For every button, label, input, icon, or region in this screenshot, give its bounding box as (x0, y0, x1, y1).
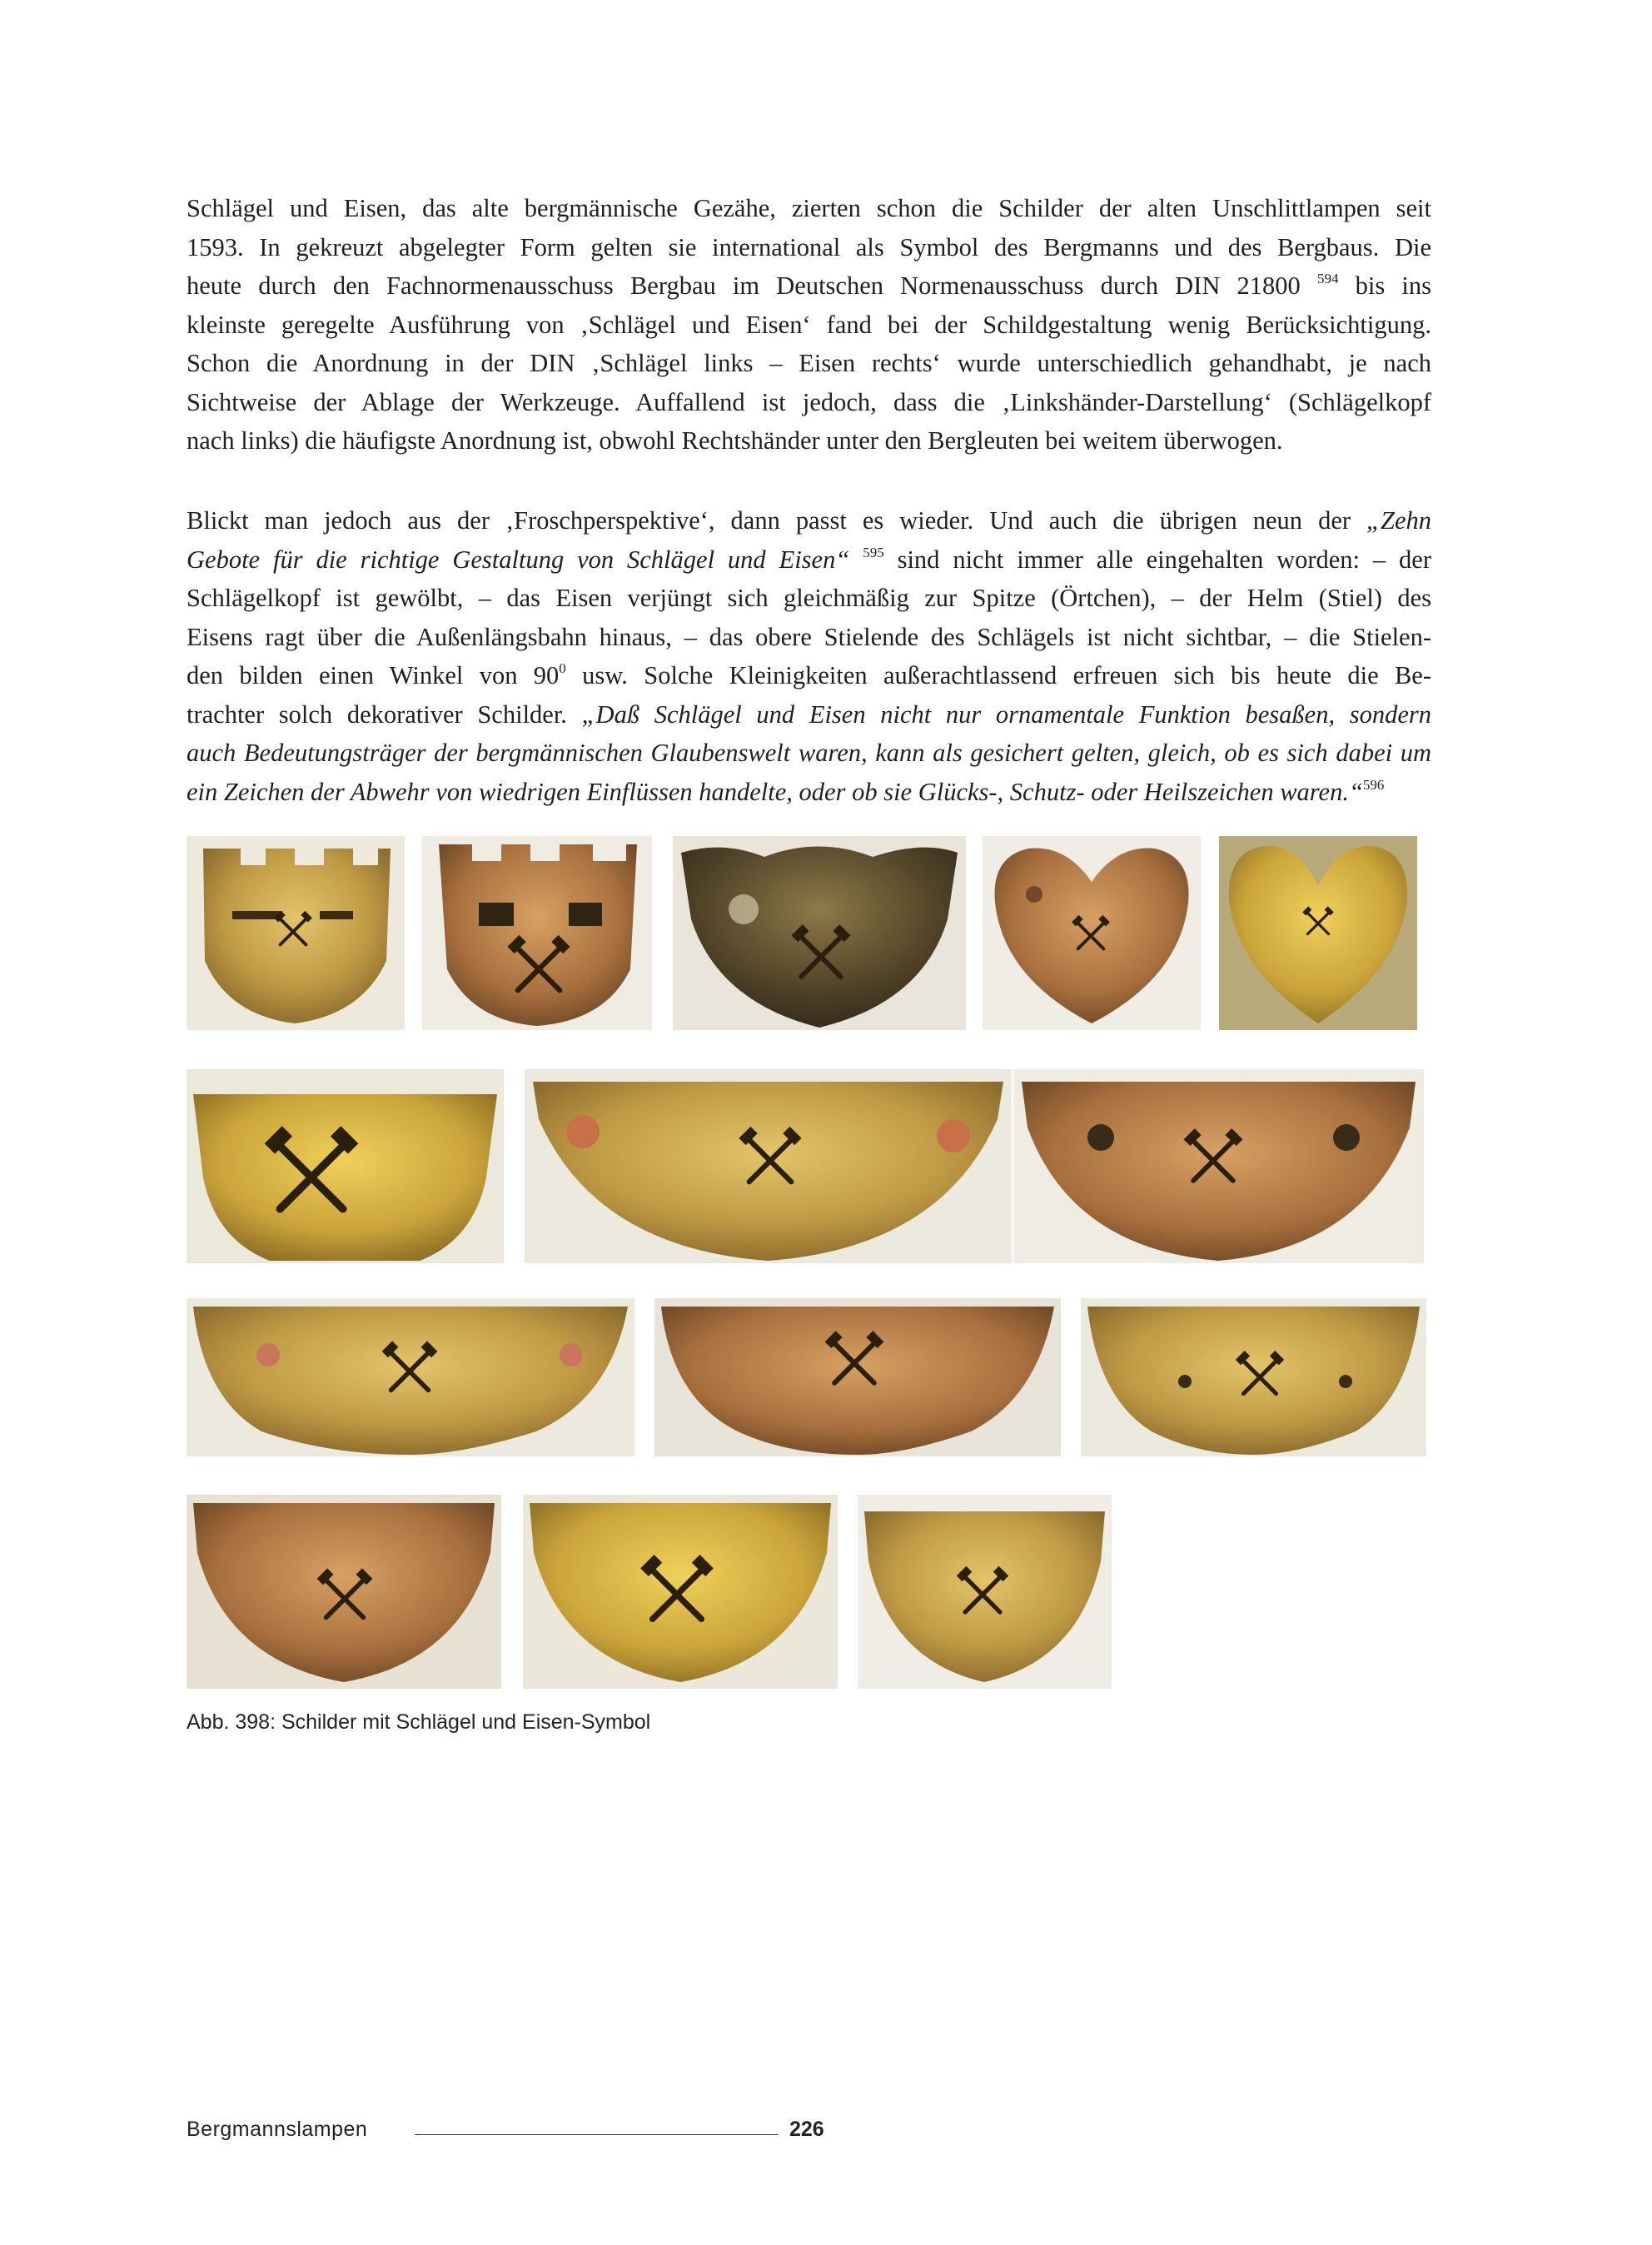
text-line: den bilden einen Winkel von $90^0$ usw. Solche Kleinigkeiten außerachtlassend erfreuen sich bis heute die Be- (187, 660, 1432, 689)
text-line: kleinste geregelte Ausführung von ‚Schlägel und Eisen‘ fand bei der Schildgestaltung wenig Berücksichtigung. (187, 310, 1431, 339)
shield-image (187, 1495, 501, 1689)
text-line: Gebote für die richtige Gestaltung von Schlägel und Eisen“ $^{595}$ sind nicht immer alle eingehalten worden: – der (187, 544, 1431, 574)
shield-image (523, 1495, 838, 1689)
shield-image (525, 1069, 1012, 1263)
text-line: auch Bedeutungsträger der bergmännischen Glaubenswelt waren, kann als gesichert gelten, gleich, ob es sich dabei um (187, 739, 1431, 767)
text-line: 1593. In gekreuzt abgelegter Form gelten sie international als Symbol des Bergmanns und des Bergbaus. Die (187, 232, 1431, 261)
text-line: ein Zeichen der Abwehr von wiedrigen Einflüssen handelte, oder ob sie Glücks-, Schutz- oder Heilszeichen waren.“$^{596}$ (187, 776, 1385, 806)
text-line: Eisens ragt über die Außenlängsbahn hinaus, – das obere Stielende des Schlägels ist nicht sichtbar, – die Stielen- (187, 622, 1431, 651)
footer-section-title: Bergmannslampen (187, 2118, 368, 2141)
text-line: Schon die Anordnung in der DIN ‚Schlägel links – Eisen rechts‘ wurde unterschiedlich gehandhabt, je nach (187, 349, 1431, 377)
shield-image (187, 836, 405, 1030)
footer-divider (415, 2134, 779, 2135)
shield-image (654, 1298, 1061, 1456)
text-line: Schlägelkopf ist gewölbt, – das Eisen verjüngt sich gleichmäßig zur Spitze (Örtchen), – der Helm (Stiel) des (187, 584, 1431, 612)
footnote-ref-594[interactable]: 594 (1316, 271, 1339, 286)
text-line: heute durch den Fachnormenausschuss Bergbau im Deutschen Normenausschuss durch DIN 21800 $^{594}$ bis ins (187, 271, 1432, 300)
shield-image (187, 1298, 634, 1456)
text-line: Schlägel und Eisen, das alte bergmännische Gezähe, zierten schon die Schilder der alten Unschlittlampen seit (187, 194, 1431, 222)
text-line: Sichtweise der Ablage der Werkzeuge. Auffallend ist jedoch, dass die ‚Linkshänder-Darstellung‘ (Schlägelkopf (187, 387, 1431, 416)
shield-image (983, 836, 1201, 1030)
shield-image (187, 1069, 504, 1263)
text-line: trachter solch dekorativer Schilder. „Daß Schlägel und Eisen nicht nur ornamentale Funktion besaßen, sondern (187, 699, 1431, 729)
body-paragraph-2 (187, 501, 1431, 811)
text-line: Blickt man jedoch aus der ‚Froschperspektive‘, dann passt es wieder. Und auch die übrigen neun der „Zehn (187, 506, 1431, 535)
shield-image (1013, 1069, 1424, 1263)
figure-caption: Abb. 398: Schilder mit Schlägel und Eisen-Symbol (187, 1710, 651, 1734)
footnote-ref-595[interactable]: 595 (863, 544, 884, 560)
shield-image (858, 1495, 1112, 1689)
shield-image (422, 836, 652, 1030)
text-line: nach links) die häufigste Anordnung ist, obwohl Rechtshänder unter den Bergleuten bei weitem überwogen. (187, 426, 1283, 455)
shield-image (1219, 836, 1417, 1030)
shield-image (673, 836, 966, 1030)
page-number: 226 (789, 2118, 824, 2141)
footnote-ref-596[interactable]: 596 (1362, 776, 1385, 793)
shield-image (1081, 1298, 1426, 1456)
body-paragraph-1 (187, 189, 1431, 460)
